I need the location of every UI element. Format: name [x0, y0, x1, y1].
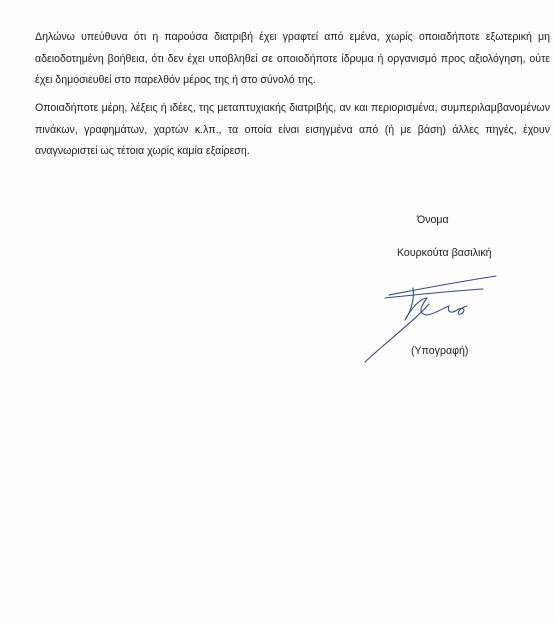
name-label: Όνομα [417, 214, 449, 226]
declaration-paragraph-1: Δηλώνω υπεύθυνα ότι η παρούσα διατριβή έχει γραφτεί από εμένα, χωρίς οποιαδήποτε εξωτερική μη αδειοδοτημένη βοήθεια, ότι δεν έχει υποβληθεί σε οποιοδήποτε ίδρυμα ή οργανισμό προς αξιολόγηση, ούτε έχει δημοσιευθεί στο παρελθόν μέρος της ή στο σύνολό της. [35, 31, 550, 86]
declaration-paragraph-2: Οποιαδήποτε μέρη, λέξεις ή ιδέες, της μεταπτυχιακής διατριβής, αν και περιορισμένα, συμπεριλαμβανομένων πινάκων, γραφημάτων, χαρτών κ.λπ., τα οποία είναι εισηγμένα από (ή με βάση) άλλες πηγές, έχουν αναγνωριστεί ως τέτοια χωρίς καμία εξαίρεση. [35, 102, 550, 157]
signatory-name: Κουρκούτα βασιλική [397, 247, 492, 259]
signature-stroke-mid [385, 289, 483, 298]
signature-label: (Υπογραφή) [411, 345, 469, 357]
